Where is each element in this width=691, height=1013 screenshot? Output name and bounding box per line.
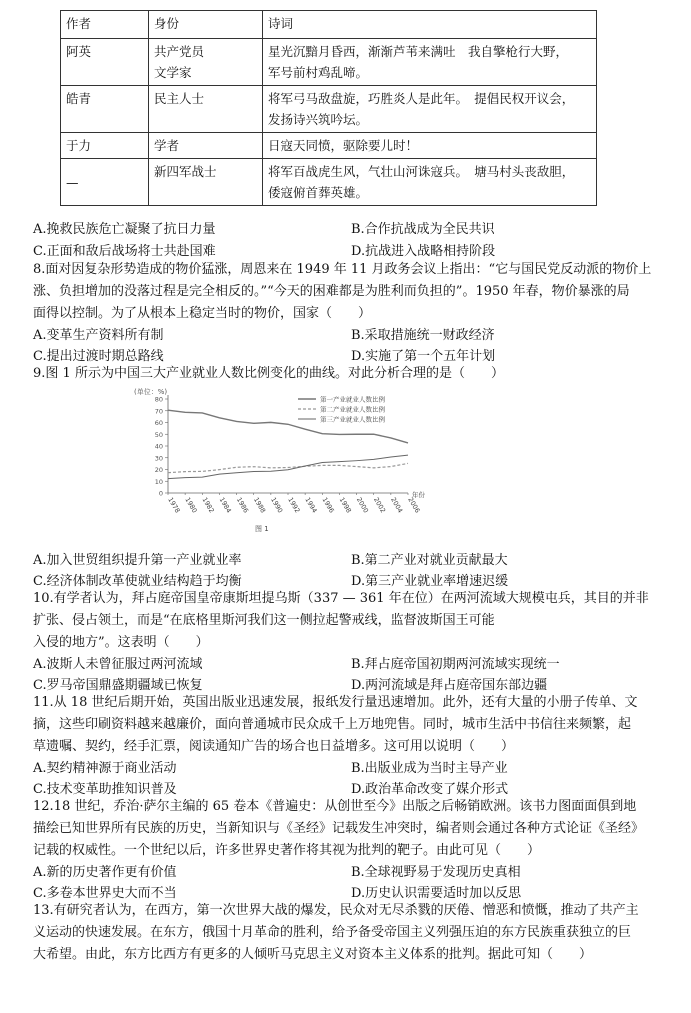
q8-line: 面得以控制。为了从根本上稳定当时的物价，国家（ ） (33, 306, 372, 321)
q7-option-c[interactable]: C.正面和敌后战场将士共赴国难 (33, 244, 216, 259)
q8-line: 8.面对因复杂形势造成的物价猛涨，周恩来在 1949 年 11 月政务会议上指出：“它与国民党反动派的物价上 (33, 262, 652, 277)
poem-line: 将军弓马敌盘旋，巧胜炎人是此年。 提倡民权开议会， (268, 91, 575, 106)
q7-option-b[interactable]: B.合作抗战成为全民共识 (351, 222, 495, 237)
table-row (61, 133, 597, 159)
y-tick-label: 0 (158, 489, 163, 498)
q11-line: 11.从 18 世纪后期开始，英国出版业迅速发展，报纸发行量迅速增加。此外，还有大量的小册子传单、文 (33, 695, 638, 710)
poem-line: 倭寇俯首葬英雄。 (268, 185, 369, 200)
q8-option-a[interactable]: A.变革生产资料所有制 (33, 328, 164, 343)
cell-author: 于力 (61, 133, 149, 159)
q10-options-row2 (33, 674, 673, 694)
q9-option-c[interactable]: C.经济体制改革使就业结构趋于均衡 (33, 574, 242, 589)
q10-line: 扩张、侵占领土，而是“在底格里斯河我们这一侧拉起警戒线，监督波斯国王可能 (33, 613, 495, 628)
table-row (61, 86, 597, 133)
header-poem: 诗词 (263, 11, 597, 39)
q13-line: 义运动的快速发展。在东方，俄国十月革命的胜利，给予备受帝国主义列强压迫的东方民族重获独立的巨 (33, 925, 632, 940)
q8-option-d[interactable]: D.实施了第一个五年计划 (351, 349, 496, 364)
x-tick-label: 1992 (286, 496, 302, 515)
header-author: 作者 (61, 11, 149, 39)
q12-line: 12.18 世纪，乔治·萨尔主编的 65 卷本《普遍史：从创世至今》出版之后畅销欧洲。该书力图面面俱到地 (33, 799, 637, 814)
q10-line: 10.有学者认为，拜占庭帝国皇帝康斯坦提乌斯（337 — 361 年在位）在两河流域大规模屯兵，其目的并非 (33, 591, 649, 606)
q9-line: 9.图 1 所示为中国三大产业就业人数比例变化的曲线。对此分析合理的是（ ） (33, 366, 504, 381)
q10-option-a[interactable]: A.波斯人未曾征服过两河流域 (33, 657, 203, 672)
q8-line: 涨、负担增加的没落过程是完全相反的。”“今天的困难都是为胜利而负担的”。1950 年春，物价暴涨的局 (33, 284, 630, 299)
employment-line-chart (130, 385, 425, 535)
identity-line: 新四军战士 (154, 164, 217, 179)
y-tick-label: 20 (154, 466, 163, 474)
cell-author: — (61, 159, 149, 206)
q13-line: 大希望。由此，东方比西方有更多的人倾听马克思主义对资本主义体系的批判。据此可知（ ） (33, 947, 593, 962)
q11-option-d[interactable]: D.政治革命改变了媒介形式 (351, 782, 509, 797)
cell-author: 阿英 (61, 39, 149, 86)
q11-options-row2 (33, 778, 673, 798)
chart-caption: 图 1 (255, 525, 269, 533)
cell-identity (149, 86, 263, 133)
q12-option-c[interactable]: C.多卷本世界史大而不当 (33, 886, 177, 901)
x-tick-label: 2002 (371, 496, 388, 515)
poem-table (60, 10, 597, 206)
q8-options-row1 (33, 324, 673, 344)
q11-option-b[interactable]: B.出版业成为当时主导产业 (351, 761, 508, 776)
x-tick-label: 1986 (234, 496, 251, 515)
poem-line: 军号前村鸡乱啼。 (268, 65, 369, 80)
q11-option-c[interactable]: C.技术变革助推知识普及 (33, 782, 177, 797)
q9-stem (33, 363, 673, 385)
legend-label-2: 第二产业就业人数比例 (320, 405, 385, 414)
q12-option-d[interactable]: D.历史认识需要适时加以反思 (351, 886, 522, 901)
cell-identity (149, 133, 263, 159)
chart-unit-label: (单位：%) (134, 388, 168, 396)
cell-author: 皓青 (61, 86, 149, 133)
y-tick-label: 10 (154, 477, 163, 486)
q11-options-row1 (33, 757, 673, 777)
q8-option-b[interactable]: B.采取措施统一财政经济 (351, 328, 495, 343)
x-tick-label: 1994 (303, 496, 319, 515)
q10-option-c[interactable]: C.罗马帝国鼎盛期疆域已恢复 (33, 678, 203, 693)
q11-line: 摘，这些印刷资料越来越廉价，面向普通城市民众成千上万地兜售。同时，城市生活中书信往来频繁，起 (33, 717, 632, 732)
x-tick-label: 1978 (166, 496, 182, 515)
cell-poem (263, 39, 597, 86)
cell-identity (149, 159, 263, 206)
x-axis-title: 年份 (412, 491, 425, 499)
y-tick-label: 70 (154, 407, 163, 416)
q9-option-d[interactable]: D.第三产业就业率增速迟缓 (351, 574, 509, 589)
poem-line: 星光沉黯月昏西，渐渐芦苇来满吐 我自擎枪行大野， (268, 44, 569, 59)
x-tick-label: 1982 (200, 496, 216, 515)
y-tick-label: 60 (154, 419, 163, 427)
q12-line: 记载的权威性。一个世纪以后，许多世界史著作将其视为批判的靶子。由此可见（ ） (33, 843, 541, 858)
identity-line: 共产党员 (154, 44, 205, 59)
q7-options-row1 (33, 218, 673, 238)
y-tick-label: 40 (154, 442, 163, 451)
cell-poem (263, 133, 597, 159)
q9-options-row1 (33, 549, 673, 569)
q7-option-a[interactable]: A.挽救民族危亡凝聚了抗日力量 (33, 222, 216, 237)
q13-stem (33, 900, 673, 966)
table-row (61, 159, 597, 206)
legend-label-3: 第三产业就业人数比例 (320, 415, 385, 424)
y-tick-label: 50 (154, 430, 163, 439)
q11-option-a[interactable]: A.契约精神源于商业活动 (33, 761, 177, 776)
q13-line: 13.有研究者认为，在西方，第一次世界大战的爆发，民众对无尽杀戮的厌倦、憎恶和愤慨，推动了共产主 (33, 903, 639, 918)
cell-poem (263, 159, 597, 206)
x-tick-label: 2006 (406, 496, 422, 515)
x-tick-label: 1990 (269, 496, 285, 515)
q10-line: 入侵的地方”。这表明（ ） (33, 635, 209, 650)
q10-options-row1 (33, 653, 673, 673)
q10-option-d[interactable]: D.两河流域是拜占庭帝国东部边疆 (351, 678, 548, 693)
x-tick-label: 1984 (217, 496, 233, 515)
x-tick-label: 2000 (354, 496, 371, 515)
x-tick-label: 1980 (183, 496, 199, 515)
q12-options-row2 (33, 882, 673, 902)
y-tick-label: 30 (154, 454, 163, 463)
q10-stem (33, 588, 673, 654)
q7-option-d[interactable]: D.抗战进入战略相持阶段 (351, 244, 496, 259)
q11-stem (33, 692, 673, 758)
q8-stem (33, 259, 673, 325)
q8-options-row2 (33, 345, 673, 365)
table-header-row (61, 11, 597, 39)
identity-line: 学者 (154, 138, 180, 153)
x-tick-label: 1996 (320, 496, 336, 515)
q9-option-b[interactable]: B.第二产业对就业贡献最大 (351, 553, 508, 568)
cell-poem (263, 86, 597, 133)
q12-option-b[interactable]: B.全球视野易于发现历史真相 (351, 865, 521, 880)
q12-line: 描绘已知世界所有民族的历史，当新知识与《圣经》记载发生冲突时，编者则会通过各种方式论证《圣经》 (33, 821, 645, 836)
x-tick-label: 2004 (389, 496, 405, 515)
q7-options-row2 (33, 240, 673, 260)
q12-option-a[interactable]: A.新的历史著作更有价值 (33, 865, 177, 880)
q12-options-row1 (33, 861, 673, 881)
q9-options-row2 (33, 570, 673, 590)
legend-label-1: 第一产业就业人数比例 (320, 395, 385, 404)
q12-stem (33, 796, 673, 862)
header-identity: 身份 (149, 11, 263, 39)
identity-line: 文学家 (154, 65, 192, 80)
y-tick-label: 80 (154, 395, 163, 404)
poem-line: 发扬诗兴筑吟坛。 (268, 112, 369, 127)
q8-option-c[interactable]: C.提出过渡时期总路线 (33, 349, 164, 364)
poem-line: 将军百战虎生风，气壮山河诛寇兵。 塘马村头丧敌胆， (268, 164, 575, 179)
poem-line: 日寇天同愤，驱除要儿时！ (268, 138, 419, 153)
cell-identity (149, 39, 263, 86)
q11-line: 草遗嘱、契约，经手汇票，阅读通知广告的场合也日益增多。这可用以说明（ ） (33, 739, 515, 754)
table-row (61, 39, 597, 86)
identity-line: 民主人士 (154, 91, 205, 106)
series-line-2 (168, 463, 408, 472)
q9-option-a[interactable]: A.加入世贸组织提升第一产业就业率 (33, 553, 242, 568)
x-tick-label: 1988 (251, 496, 268, 515)
x-tick-label: 1998 (337, 496, 353, 515)
q10-option-b[interactable]: B.拜占庭帝国初期两河流域实现统一 (351, 657, 560, 672)
